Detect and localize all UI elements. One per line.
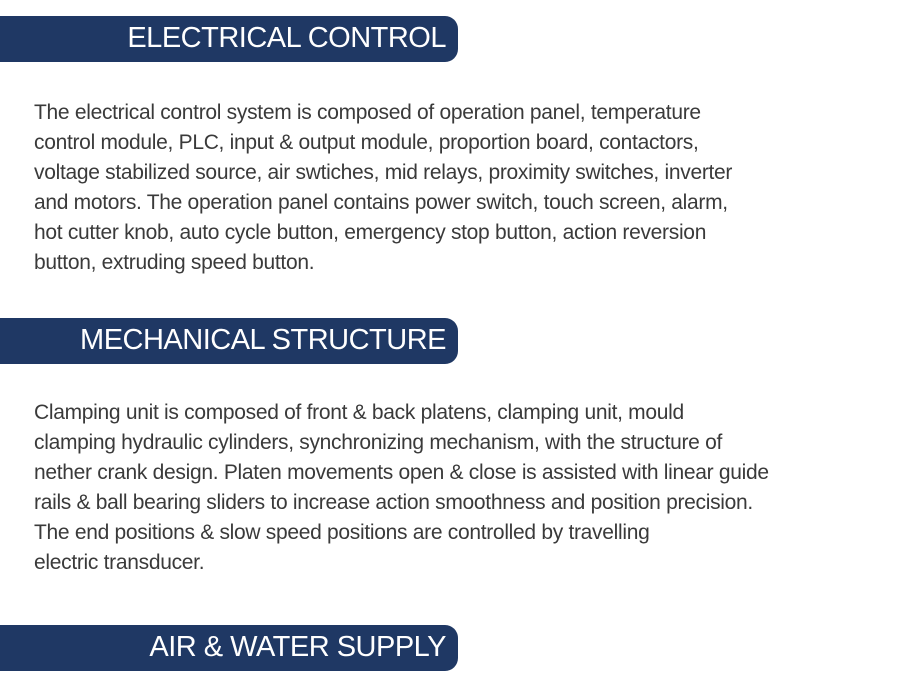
text-line: clamping hydraulic cylinders, synchronizing mechanism, with the structure of — [34, 431, 723, 454]
text-line: rails & ball bearing sliders to increase action smoothness and position precision. — [34, 491, 753, 514]
text-line: hot cutter knob, auto cycle button, emergency stop button, action reversion — [34, 221, 707, 244]
section-body-electrical-control — [34, 98, 894, 278]
text-line: control module, PLC, input & output module, proportion board, contactors, — [34, 131, 699, 154]
text-line: nether crank design. Platen movements open & close is assisted with linear guide — [34, 461, 769, 484]
text-line: voltage stabilized source, air swtiches, mid relays, proximity switches, inverter — [34, 161, 733, 184]
section-header-electrical-control — [0, 16, 458, 62]
section-body-mechanical-structure — [34, 398, 894, 578]
section-header-air-water-supply — [0, 625, 458, 671]
section-title-electrical-control: ELECTRICAL CONTROL — [127, 21, 446, 54]
text-line: button, extruding speed button. — [34, 251, 315, 274]
section-header-mechanical-structure — [0, 318, 458, 364]
section-title-air-water-supply: AIR & WATER SUPPLY — [149, 630, 446, 663]
text-line: electric transducer. — [34, 551, 205, 574]
text-line: The end positions & slow speed positions are controlled by travelling — [34, 521, 650, 544]
section-title-mechanical-structure: MECHANICAL STRUCTURE — [80, 323, 446, 356]
text-line: The electrical control system is composed of operation panel, temperature — [34, 101, 701, 124]
text-line: Clamping unit is composed of front & back platens, clamping unit, mould — [34, 401, 684, 424]
text-line: and motors. The operation panel contains power switch, touch screen, alarm, — [34, 191, 728, 214]
